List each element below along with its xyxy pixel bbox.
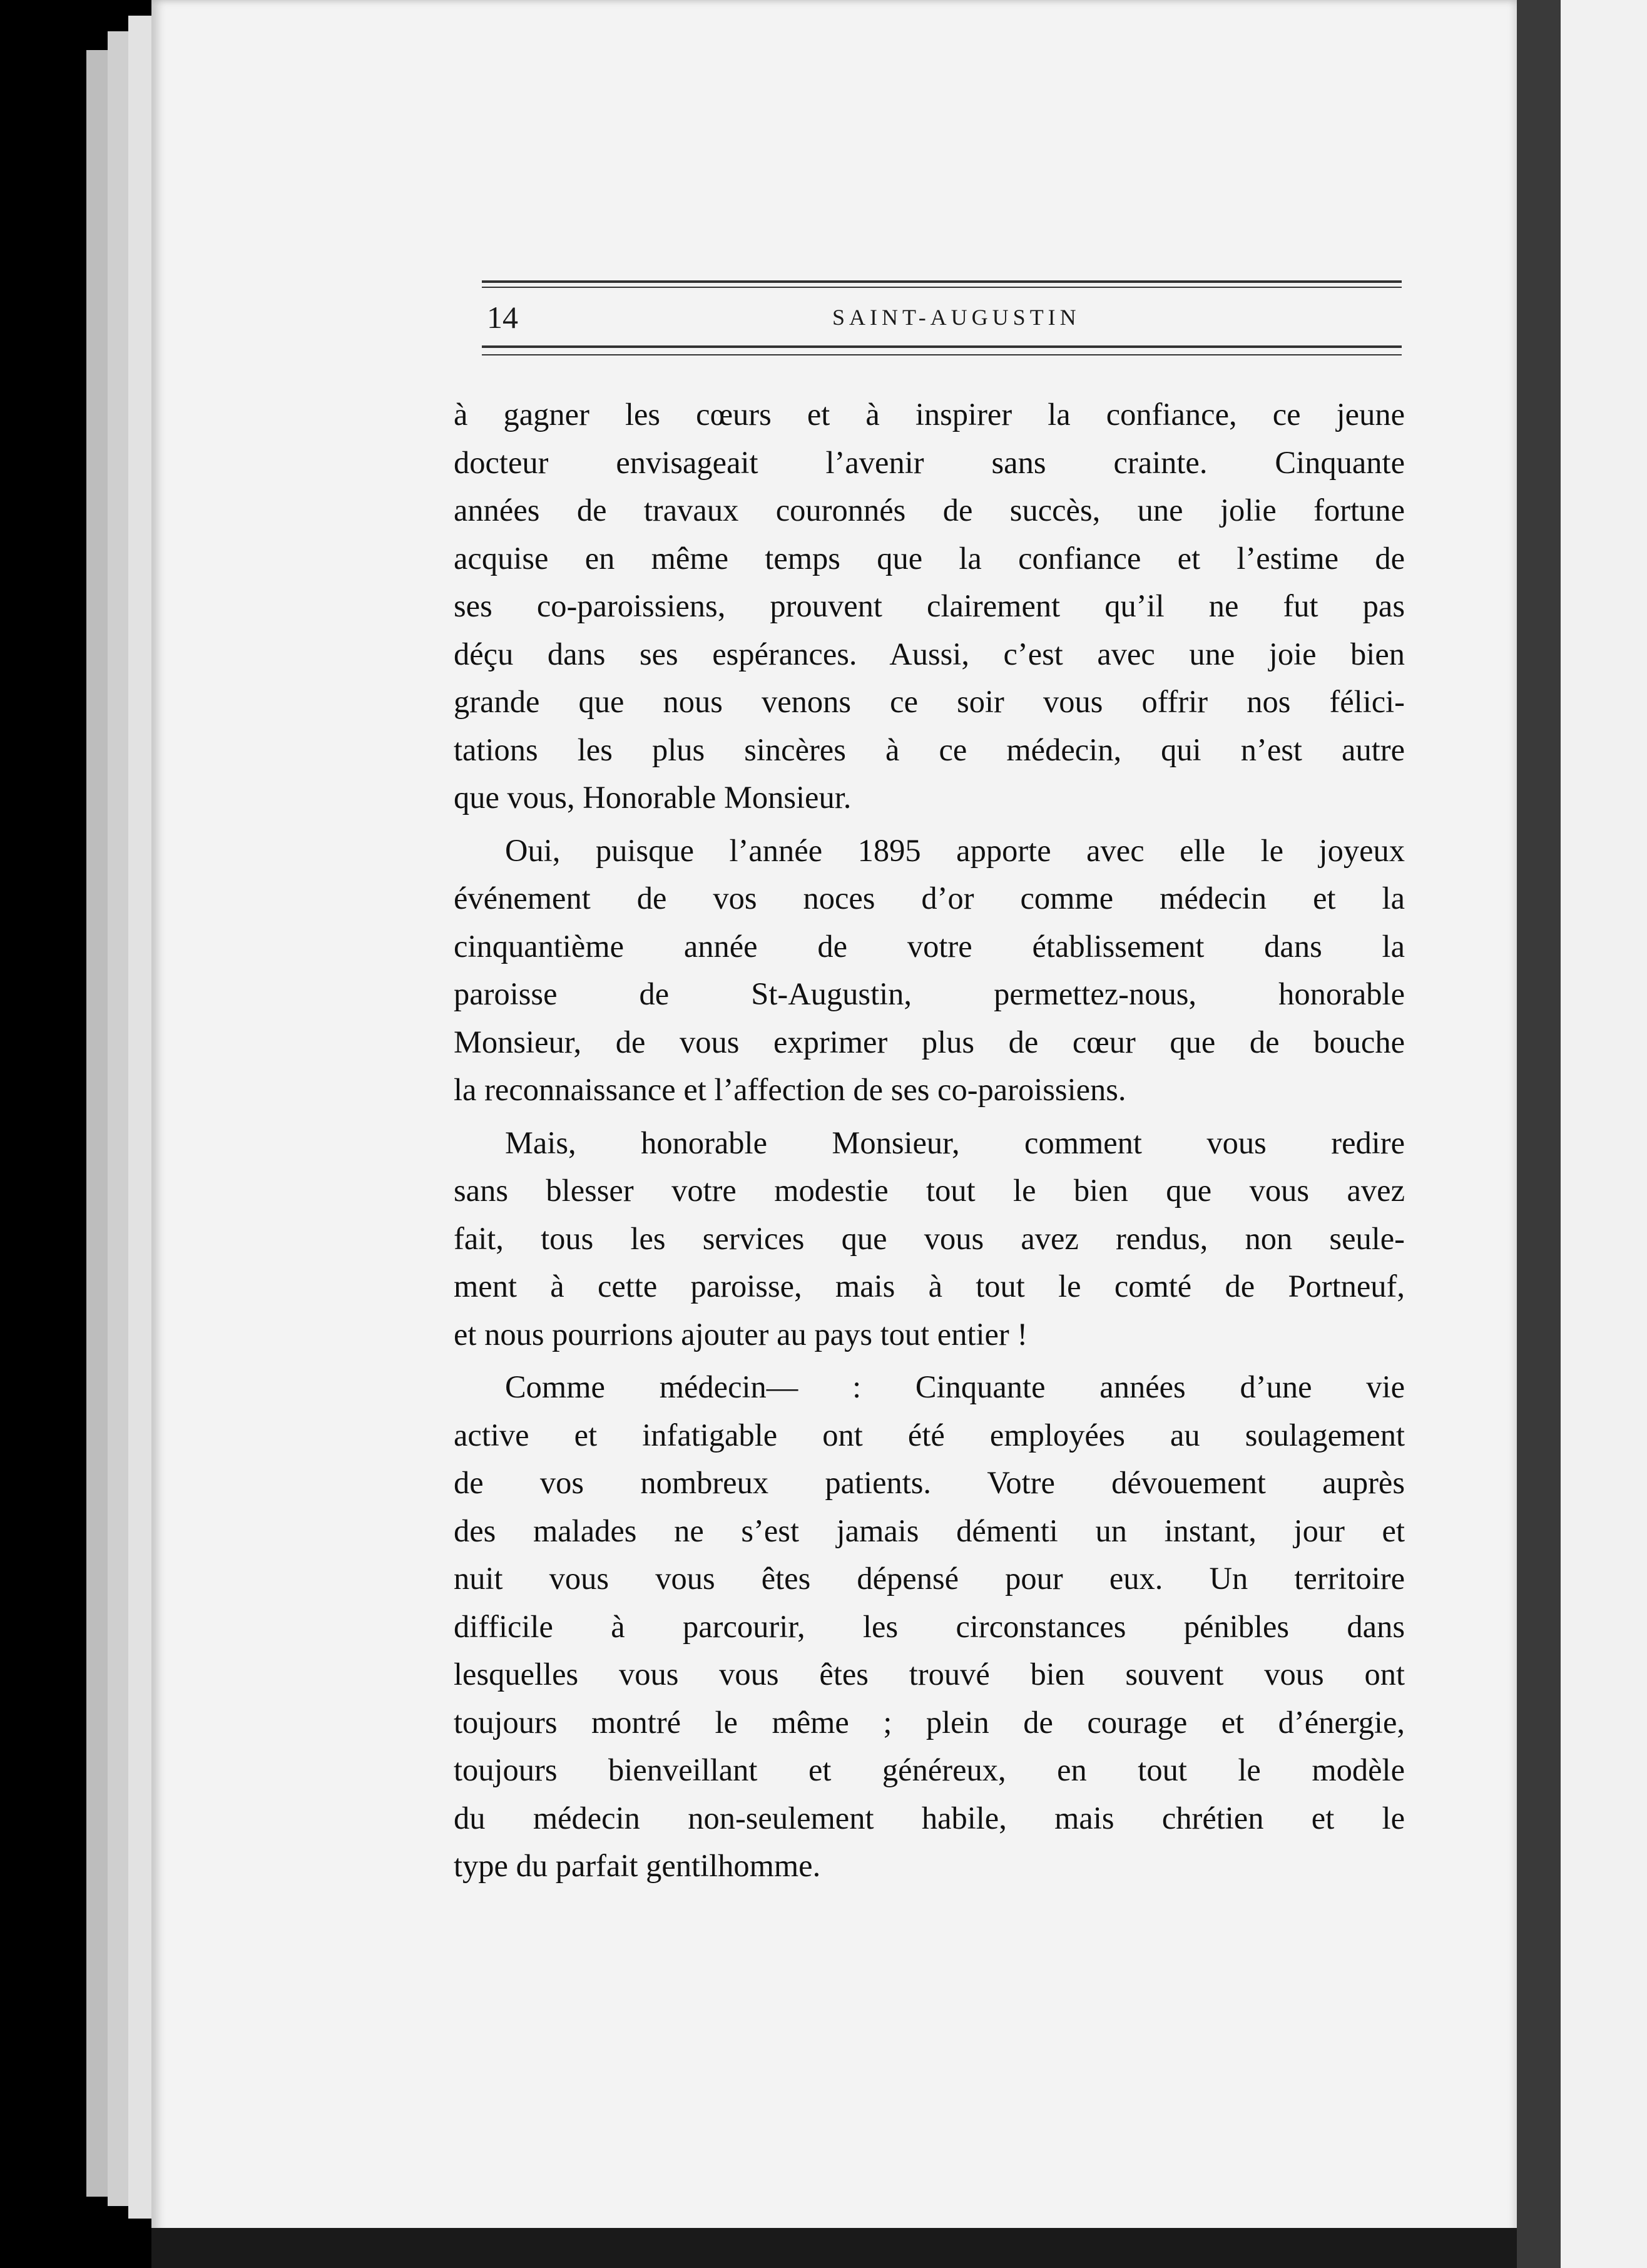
text-line: toujours bienveillant et généreux, en tout le modèle <box>454 1752 1405 1787</box>
text-line: Monsieur, de vous exprimer plus de cœur que de bouche <box>454 1024 1405 1060</box>
text-line: active et infatigable ont été employées au soulagement <box>454 1417 1405 1453</box>
text-line: et nous pourrions ajouter au pays tout entier ! <box>454 1316 1028 1352</box>
paragraph-gap <box>454 822 1405 827</box>
text-line: à gagner les cœurs et à inspirer la confiance, ce jeune <box>454 397 1405 432</box>
text-line: ses co-paroissiens, prouvent clairement qu’il ne fut pas <box>454 588 1405 623</box>
text-line: toujours montré le même ; plein de courage et d’énergie, <box>454 1704 1405 1740</box>
text-line: la reconnaissance et l’affection de ses co-paroissiens. <box>454 1072 1126 1107</box>
paragraph-gap <box>454 1358 1405 1363</box>
text-line: des malades ne s’est jamais démenti un instant, jour et <box>454 1513 1405 1548</box>
paragraph <box>454 1363 1405 1890</box>
header-rule-bottom-thin <box>482 354 1402 355</box>
text-line: lesquelles vous vous êtes trouvé bien souvent vous ont <box>454 1657 1405 1692</box>
text-line: difficile à parcourir, les circonstances pénibles dans <box>454 1608 1405 1644</box>
text-line: sans blesser votre modestie tout le bien que vous avez <box>454 1173 1405 1208</box>
text-line: ment à cette paroisse, mais à tout le comté de Portneuf, <box>454 1269 1405 1304</box>
text-line: Oui, puisque l’année 1895 apporte avec elle le joyeux <box>505 832 1405 868</box>
header-rule-top <box>482 280 1402 283</box>
text-line: du médecin non-seulement habile, mais chrétien et le <box>454 1800 1405 1836</box>
text-line: fait, tous les services que vous avez rendus, non seule- <box>454 1220 1405 1256</box>
text-line: type du parfait gentilhomme. <box>454 1848 821 1883</box>
text-line: paroisse de St-Augustin, permettez-nous, honorable <box>454 976 1405 1011</box>
text-line: docteur envisageait l’avenir sans crainte. Cinquante <box>454 444 1405 480</box>
text-line: acquise en même temps que la confiance et l’estime de <box>454 540 1405 576</box>
paragraph-gap <box>454 1114 1405 1119</box>
text-line: de vos nombreux patients. Votre dévouement auprès <box>454 1465 1405 1500</box>
paragraph <box>454 391 1405 822</box>
header-rule-bottom <box>482 345 1402 348</box>
body-text <box>454 391 1405 1890</box>
text-line: grande que nous venons ce soir vous offrir nos félici- <box>454 684 1405 719</box>
text-line: tations les plus sincères à ce médecin, qui n’est autre <box>454 732 1405 767</box>
text-line: nuit vous vous êtes dépensé pour eux. Un territoire <box>454 1561 1405 1596</box>
text-line: événement de vos noces d’or comme médecin et la <box>454 881 1405 916</box>
header-rule-top-thin <box>482 287 1402 288</box>
facing-page-edge <box>1561 0 1647 2268</box>
text-line: que vous, Honorable Monsieur. <box>454 780 852 815</box>
text-line: années de travaux couronnés de succès, une jolie fortune <box>454 493 1405 528</box>
book-gutter <box>1517 0 1561 2268</box>
paragraph <box>454 1119 1405 1359</box>
running-title: SAINT-AUGUSTIN <box>832 305 1081 330</box>
text-line: Mais, honorable Monsieur, comment vous redire <box>505 1125 1405 1160</box>
text-line: Comme médecin— : Cinquante années d’une vie <box>505 1369 1405 1404</box>
text-line: cinquantième année de votre établissement dans la <box>454 928 1405 964</box>
paragraph <box>454 827 1405 1114</box>
page-bottom-shadow <box>151 2228 1517 2268</box>
page-number: 14 <box>487 300 518 335</box>
text-line: déçu dans ses espérances. Aussi, c’est avec une joie bien <box>454 636 1405 672</box>
